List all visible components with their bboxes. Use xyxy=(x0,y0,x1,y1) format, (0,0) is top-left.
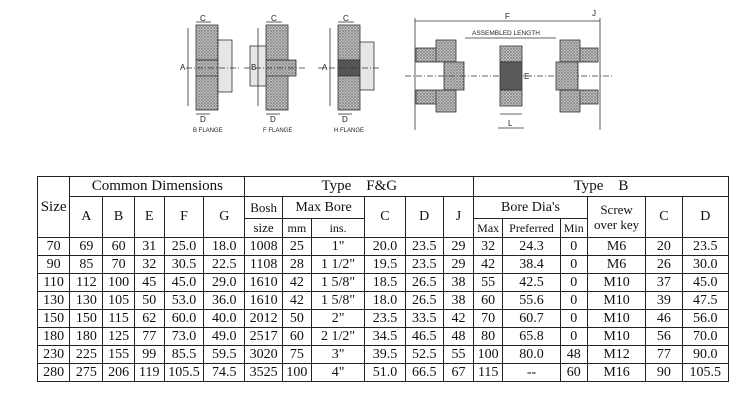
mm-header: mm xyxy=(282,219,311,238)
cell-f: 45.0 xyxy=(164,274,203,292)
cell-size: 280 xyxy=(38,364,70,382)
header-row-2 xyxy=(38,197,729,219)
cell-a: 112 xyxy=(70,274,103,292)
cell-d-fg: 46.5 xyxy=(405,328,443,346)
cell-bore-max: 42 xyxy=(474,256,503,274)
cell-g: 29.0 xyxy=(204,274,245,292)
cell-max-bore-mm: 42 xyxy=(282,274,311,292)
cell-max-bore-mm: 28 xyxy=(282,256,311,274)
cell-b: 70 xyxy=(103,256,134,274)
table-row xyxy=(38,238,729,256)
cell-b: 155 xyxy=(103,346,134,364)
over-key-label: over key xyxy=(594,217,640,232)
cell-bore-preferred: 38.4 xyxy=(503,256,560,274)
screw-over-key-header xyxy=(587,197,645,238)
cell-size: 90 xyxy=(38,256,70,274)
cell-max-bore-ins: 1" xyxy=(311,238,364,256)
cell-bore-preferred: 24.3 xyxy=(503,238,560,256)
cell-max-bore-ins: 3" xyxy=(311,346,364,364)
cell-size: 180 xyxy=(38,328,70,346)
coupling-drawings xyxy=(0,0,747,160)
cell-d-fg: 33.5 xyxy=(405,310,443,328)
table-row xyxy=(38,310,729,328)
cell-d-fg: 23.5 xyxy=(405,238,443,256)
cell-e: 45 xyxy=(134,274,164,292)
cell-a: 180 xyxy=(70,328,103,346)
h-flange-d-letter: D xyxy=(342,115,348,124)
cell-j: 48 xyxy=(443,328,473,346)
assembled-e-letter: E xyxy=(524,72,530,81)
table-row xyxy=(38,274,729,292)
cell-bore-preferred: 55.6 xyxy=(503,292,560,310)
cell-bosh-size: 1610 xyxy=(245,292,282,310)
cell-d-fg: 26.5 xyxy=(405,292,443,310)
cell-j: 38 xyxy=(443,292,473,310)
cell-bore-preferred: 42.5 xyxy=(503,274,560,292)
cell-bore-min: 48 xyxy=(560,346,587,364)
cell-size: 230 xyxy=(38,346,70,364)
f-flange-d-letter: D xyxy=(270,115,276,124)
cell-f: 25.0 xyxy=(164,238,203,256)
cell-screw: M10 xyxy=(587,292,645,310)
cell-bore-preferred: 65.8 xyxy=(503,328,560,346)
cell-d-b: 45.0 xyxy=(682,274,728,292)
cell-screw: M6 xyxy=(587,238,645,256)
h-flange-c-letter: C xyxy=(343,14,349,23)
bore-dias-header: Bore Dia's xyxy=(474,197,588,219)
cell-c-fg: 34.5 xyxy=(365,328,405,346)
cell-c-b: 39 xyxy=(646,292,682,310)
b-flange-a-letter: A xyxy=(180,63,186,72)
cell-d-b: 70.0 xyxy=(682,328,728,346)
cell-e: 77 xyxy=(134,328,164,346)
cell-a: 130 xyxy=(70,292,103,310)
cell-bore-max: 55 xyxy=(474,274,503,292)
f-flange-b-letter: B xyxy=(251,63,257,72)
cell-bosh-size: 2012 xyxy=(245,310,282,328)
assembled-f-letter: F xyxy=(505,12,510,21)
cell-j: 29 xyxy=(443,256,473,274)
cell-c-b: 46 xyxy=(646,310,682,328)
col-f-header: F xyxy=(164,197,203,238)
cell-max-bore-mm: 42 xyxy=(282,292,311,310)
assembled-j-letter: J xyxy=(592,9,596,18)
cell-max-bore-mm: 25 xyxy=(282,238,311,256)
cell-g: 18.0 xyxy=(204,238,245,256)
bosh-header: Bosh xyxy=(245,197,282,219)
cell-c-b: 26 xyxy=(646,256,682,274)
cell-bore-max: 32 xyxy=(474,238,503,256)
cell-d-b: 30.0 xyxy=(682,256,728,274)
cell-bore-min: 0 xyxy=(560,274,587,292)
cell-bore-min: 0 xyxy=(560,238,587,256)
cell-f: 105.5 xyxy=(164,364,203,382)
cell-bosh-size: 1008 xyxy=(245,238,282,256)
cell-max-bore-mm: 50 xyxy=(282,310,311,328)
cell-c-b: 37 xyxy=(646,274,682,292)
cell-max-bore-ins: 1 5/8" xyxy=(311,292,364,310)
cell-c-fg: 18.5 xyxy=(365,274,405,292)
cell-bosh-size: 1610 xyxy=(245,274,282,292)
cell-e: 50 xyxy=(134,292,164,310)
cell-b: 115 xyxy=(103,310,134,328)
cell-d-b: 90.0 xyxy=(682,346,728,364)
cell-d-b: 47.5 xyxy=(682,292,728,310)
cell-d-b: 105.5 xyxy=(682,364,728,382)
cell-g: 49.0 xyxy=(204,328,245,346)
cell-max-bore-ins: 1 5/8" xyxy=(311,274,364,292)
h-flange-label: H FLANGE xyxy=(334,128,365,134)
f-flange-c-letter: C xyxy=(271,14,277,23)
cell-g: 36.0 xyxy=(204,292,245,310)
bore-min-header: Min xyxy=(560,219,587,238)
assembled-l-letter: L xyxy=(508,119,513,128)
cell-screw: M16 xyxy=(587,364,645,382)
bosh-size-header: size xyxy=(245,219,282,238)
ins-header: ins. xyxy=(311,219,364,238)
cell-bore-preferred: -- xyxy=(503,364,560,382)
h-flange-drawing xyxy=(318,14,380,134)
cell-b: 125 xyxy=(103,328,134,346)
b-flange-drawing xyxy=(180,14,240,134)
bore-max-header: Max xyxy=(474,219,503,238)
col-c-b-header: C xyxy=(646,197,682,238)
cell-max-bore-ins: 4" xyxy=(311,364,364,382)
cell-d-b: 23.5 xyxy=(682,238,728,256)
cell-bore-max: 80 xyxy=(474,328,503,346)
screw-label: Screw xyxy=(600,202,633,217)
cell-f: 73.0 xyxy=(164,328,203,346)
h-flange-a-letter: A xyxy=(322,63,328,72)
cell-bore-max: 100 xyxy=(474,346,503,364)
cell-size: 130 xyxy=(38,292,70,310)
col-a-header: A xyxy=(70,197,103,238)
cell-g: 22.5 xyxy=(204,256,245,274)
assembled-coupling-drawing xyxy=(405,9,612,130)
cell-max-bore-mm: 60 xyxy=(282,328,311,346)
cell-bore-preferred: 80.0 xyxy=(503,346,560,364)
cell-b: 206 xyxy=(103,364,134,382)
col-e-header: E xyxy=(134,197,164,238)
cell-d-fg: 23.5 xyxy=(405,256,443,274)
cell-j: 67 xyxy=(443,364,473,382)
b-flange-label: B FLANGE xyxy=(193,128,223,134)
table-row xyxy=(38,346,729,364)
cell-j: 29 xyxy=(443,238,473,256)
cell-bore-min: 0 xyxy=(560,292,587,310)
cell-bosh-size: 3020 xyxy=(245,346,282,364)
cell-f: 53.0 xyxy=(164,292,203,310)
col-g-header: G xyxy=(204,197,245,238)
cell-bore-min: 0 xyxy=(560,256,587,274)
cell-a: 150 xyxy=(70,310,103,328)
cell-bosh-size: 1108 xyxy=(245,256,282,274)
cell-j: 55 xyxy=(443,346,473,364)
cell-a: 275 xyxy=(70,364,103,382)
cell-max-bore-ins: 1 1/2" xyxy=(311,256,364,274)
cell-c-fg: 39.5 xyxy=(365,346,405,364)
cell-e: 99 xyxy=(134,346,164,364)
cell-e: 119 xyxy=(134,364,164,382)
cell-bosh-size: 2517 xyxy=(245,328,282,346)
assembled-length-label: ASSEMBLED LENGTH xyxy=(472,30,540,37)
cell-b: 105 xyxy=(103,292,134,310)
cell-bore-min: 0 xyxy=(560,328,587,346)
cell-d-fg: 66.5 xyxy=(405,364,443,382)
type-b-header: Type B xyxy=(474,177,729,197)
cell-e: 32 xyxy=(134,256,164,274)
cell-bore-max: 60 xyxy=(474,292,503,310)
cell-screw: M6 xyxy=(587,256,645,274)
coupling-dimensions-table xyxy=(37,176,729,382)
cell-a: 85 xyxy=(70,256,103,274)
cell-screw: M12 xyxy=(587,346,645,364)
type-fg-header: Type F&G xyxy=(245,177,474,197)
col-d-b-header: D xyxy=(682,197,728,238)
table-row xyxy=(38,364,729,382)
cell-bosh-size: 3525 xyxy=(245,364,282,382)
cell-c-fg: 18.0 xyxy=(365,292,405,310)
cell-f: 30.5 xyxy=(164,256,203,274)
cell-c-fg: 20.0 xyxy=(365,238,405,256)
cell-g: 74.5 xyxy=(204,364,245,382)
col-b-header: B xyxy=(103,197,134,238)
cell-screw: M10 xyxy=(587,328,645,346)
table-row xyxy=(38,292,729,310)
cell-c-b: 77 xyxy=(646,346,682,364)
cell-bore-min: 60 xyxy=(560,364,587,382)
cell-bore-max: 115 xyxy=(474,364,503,382)
b-flange-d-letter: D xyxy=(200,115,206,124)
cell-e: 62 xyxy=(134,310,164,328)
cell-c-fg: 51.0 xyxy=(365,364,405,382)
cell-size: 70 xyxy=(38,238,70,256)
cell-j: 42 xyxy=(443,310,473,328)
cell-screw: M10 xyxy=(587,274,645,292)
max-bore-header: Max Bore xyxy=(282,197,365,219)
cell-d-fg: 52.5 xyxy=(405,346,443,364)
cell-e: 31 xyxy=(134,238,164,256)
cell-screw: M10 xyxy=(587,310,645,328)
cell-size: 110 xyxy=(38,274,70,292)
cell-bore-preferred: 60.7 xyxy=(503,310,560,328)
cell-c-b: 56 xyxy=(646,328,682,346)
b-flange-c-letter: C xyxy=(200,14,206,23)
cell-max-bore-mm: 100 xyxy=(282,364,311,382)
bore-preferred-header: Preferred xyxy=(503,219,560,238)
cell-g: 59.5 xyxy=(204,346,245,364)
cell-c-fg: 19.5 xyxy=(365,256,405,274)
f-flange-label: F FLANGE xyxy=(263,128,293,134)
cell-c-b: 20 xyxy=(646,238,682,256)
table-row xyxy=(38,328,729,346)
col-c-fg-header: C xyxy=(365,197,405,238)
table-data-body xyxy=(38,238,729,382)
common-dimensions-header: Common Dimensions xyxy=(70,177,245,197)
cell-g: 40.0 xyxy=(204,310,245,328)
col-j-header: J xyxy=(443,197,473,238)
cell-b: 100 xyxy=(103,274,134,292)
cell-f: 85.5 xyxy=(164,346,203,364)
cell-d-fg: 26.5 xyxy=(405,274,443,292)
cell-c-fg: 23.5 xyxy=(365,310,405,328)
cell-j: 38 xyxy=(443,274,473,292)
f-flange-drawing xyxy=(244,14,306,134)
size-header: Size xyxy=(38,177,70,238)
header-row-1 xyxy=(38,177,729,197)
cell-d-b: 56.0 xyxy=(682,310,728,328)
cell-b: 60 xyxy=(103,238,134,256)
cell-a: 225 xyxy=(70,346,103,364)
col-d-fg-header: D xyxy=(405,197,443,238)
table-row xyxy=(38,256,729,274)
cell-max-bore-mm: 75 xyxy=(282,346,311,364)
cell-a: 69 xyxy=(70,238,103,256)
cell-size: 150 xyxy=(38,310,70,328)
cell-bore-max: 70 xyxy=(474,310,503,328)
cell-max-bore-ins: 2" xyxy=(311,310,364,328)
cell-max-bore-ins: 2 1/2" xyxy=(311,328,364,346)
cell-c-b: 90 xyxy=(646,364,682,382)
cell-bore-min: 0 xyxy=(560,310,587,328)
cell-f: 60.0 xyxy=(164,310,203,328)
